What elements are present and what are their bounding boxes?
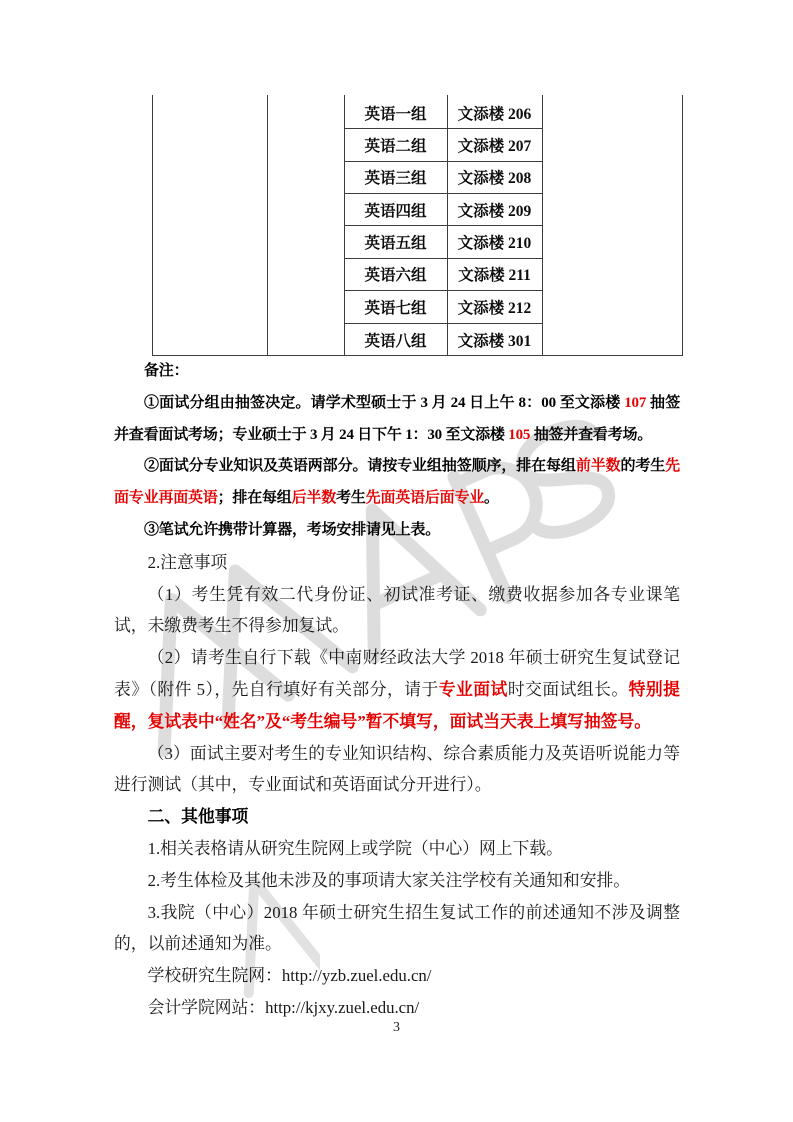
- note-paragraph-3: [114, 515, 680, 547]
- graduate-school-site-line: [114, 960, 680, 992]
- room-cell: 文添楼 301: [457, 332, 532, 350]
- table-row: [344, 324, 542, 356]
- text-run: 3.我院（中心）2018 年硕士研究生招生复试工作的前述通知不涉及调整的，以前述通知为准。: [114, 902, 680, 954]
- text-run: 1.相关表格请从研究生院网上或学院（中心）网上下载。: [147, 838, 563, 858]
- text-run: ③笔试允许携带计算器，考场安排请见上表。: [144, 521, 441, 538]
- note-paragraph-2: [114, 451, 680, 515]
- text-run: 二、其他事项: [147, 807, 249, 827]
- text-run: 2.注意事项: [147, 552, 228, 572]
- table-row: [344, 259, 542, 291]
- table-row: [344, 194, 542, 226]
- text-run: ②面试分专业知识及英语两部分。请按专业组抽签顺序，排在每组: [144, 458, 576, 475]
- other-section-heading: [114, 801, 680, 833]
- group-cell: 英语六组: [364, 267, 427, 285]
- room-cell: 文添楼 211: [458, 267, 531, 285]
- group-cell: 英语四组: [364, 202, 427, 220]
- other-item-2: [114, 865, 680, 897]
- table-row: [344, 97, 542, 129]
- text-run: 考生: [336, 490, 366, 507]
- page-number: 3: [393, 1020, 400, 1035]
- table-row: [344, 129, 542, 161]
- other-item-1: [114, 833, 680, 865]
- site-url: http://kjxy.zuel.edu.cn/: [265, 997, 420, 1017]
- document-body: [114, 356, 680, 1024]
- text-run: 2.考生体检及其他未涉及的事项请大家关注学校有关通知和安排。: [147, 870, 631, 890]
- group-cell: 英语八组: [364, 332, 427, 350]
- site-url: http://yzb.zuel.edu.cn/: [281, 966, 432, 986]
- room-cell: 文添楼 209: [457, 202, 532, 220]
- group-cell: 英语五组: [364, 235, 427, 253]
- text-run: 时交面试组长。: [507, 679, 629, 699]
- exam-room-table: [152, 95, 683, 356]
- room-cell: 文添楼 207: [457, 138, 532, 156]
- red-text-run: 特别提醒，复试表中“姓名”及“考生编号”暂不填写，面试当天表上填写抽签号。: [114, 679, 680, 731]
- text-run: 备注：: [144, 363, 189, 379]
- attention-item-3: [114, 738, 680, 802]
- site-label: 学校研究生院网：: [147, 966, 282, 986]
- text-run: 抽签并查看考场。: [530, 426, 653, 443]
- text-run: ；排在每组: [217, 490, 292, 507]
- group-cell: 英语一组: [364, 105, 427, 123]
- red-text-run: 专业面试: [438, 679, 508, 699]
- other-item-3: [114, 897, 680, 961]
- red-text-run: 105: [508, 426, 531, 443]
- table-row: [344, 226, 542, 258]
- group-cell: 英语三组: [364, 170, 427, 188]
- text-run: 抽签并查看面试考场；专业硕士于 3 月 24 日下午 1：30 至文添楼: [114, 394, 680, 443]
- group-cell: 英语七组: [364, 299, 427, 317]
- table-rows: [344, 97, 542, 356]
- attention-heading: [114, 547, 680, 579]
- group-cell: 英语二组: [364, 138, 427, 156]
- note-paragraph-1: [114, 388, 680, 452]
- text-run: ①面试分组由抽签决定。请学术型硕士于 3 月 24 日上午 8：00 至文添楼: [144, 394, 625, 411]
- red-text-run: 后半数: [291, 490, 337, 507]
- room-cell: 文添楼 212: [457, 299, 532, 317]
- red-text-run: 107: [624, 394, 647, 411]
- notes-label: [114, 356, 680, 388]
- text-run: （3）面试主要对考生的专业知识结构、综合素质能力及英语听说能力等进行测试（其中，专业面试和英语面试分开进行）。: [114, 743, 680, 795]
- attention-item-1: [114, 579, 680, 643]
- table-border-line: [542, 95, 543, 356]
- table-row: [344, 291, 542, 323]
- text-run: 。: [484, 490, 499, 507]
- table-border-line: [267, 95, 268, 356]
- table-border-line: [682, 95, 683, 356]
- room-cell: 文添楼 206: [457, 105, 532, 123]
- text-run: （2）请考生自行下载《中南财经政法大学 2018 年硕士研究生复试登记表》（附件 5），先自行填好有关部分，请于: [114, 648, 680, 699]
- red-text-run: 先面专业再面英语: [114, 458, 680, 507]
- table-row: [344, 162, 542, 194]
- red-text-run: 先面英语后面专业: [365, 490, 485, 507]
- red-text-run: 前半数: [575, 458, 621, 475]
- room-cell: 文添楼 210: [457, 235, 532, 253]
- text-run: 的考生: [620, 458, 666, 475]
- accounting-school-site-line: [114, 992, 680, 1024]
- attention-item-2: [114, 642, 680, 737]
- room-cell: 文添楼 208: [457, 170, 532, 188]
- text-run: （1）考生凭有效二代身份证、初试准考证、缴费收据参加各专业课笔试，未缴费考生不得参加复试。: [114, 584, 680, 636]
- table-border-line: [152, 95, 153, 356]
- site-label: 会计学院网站：: [147, 997, 266, 1017]
